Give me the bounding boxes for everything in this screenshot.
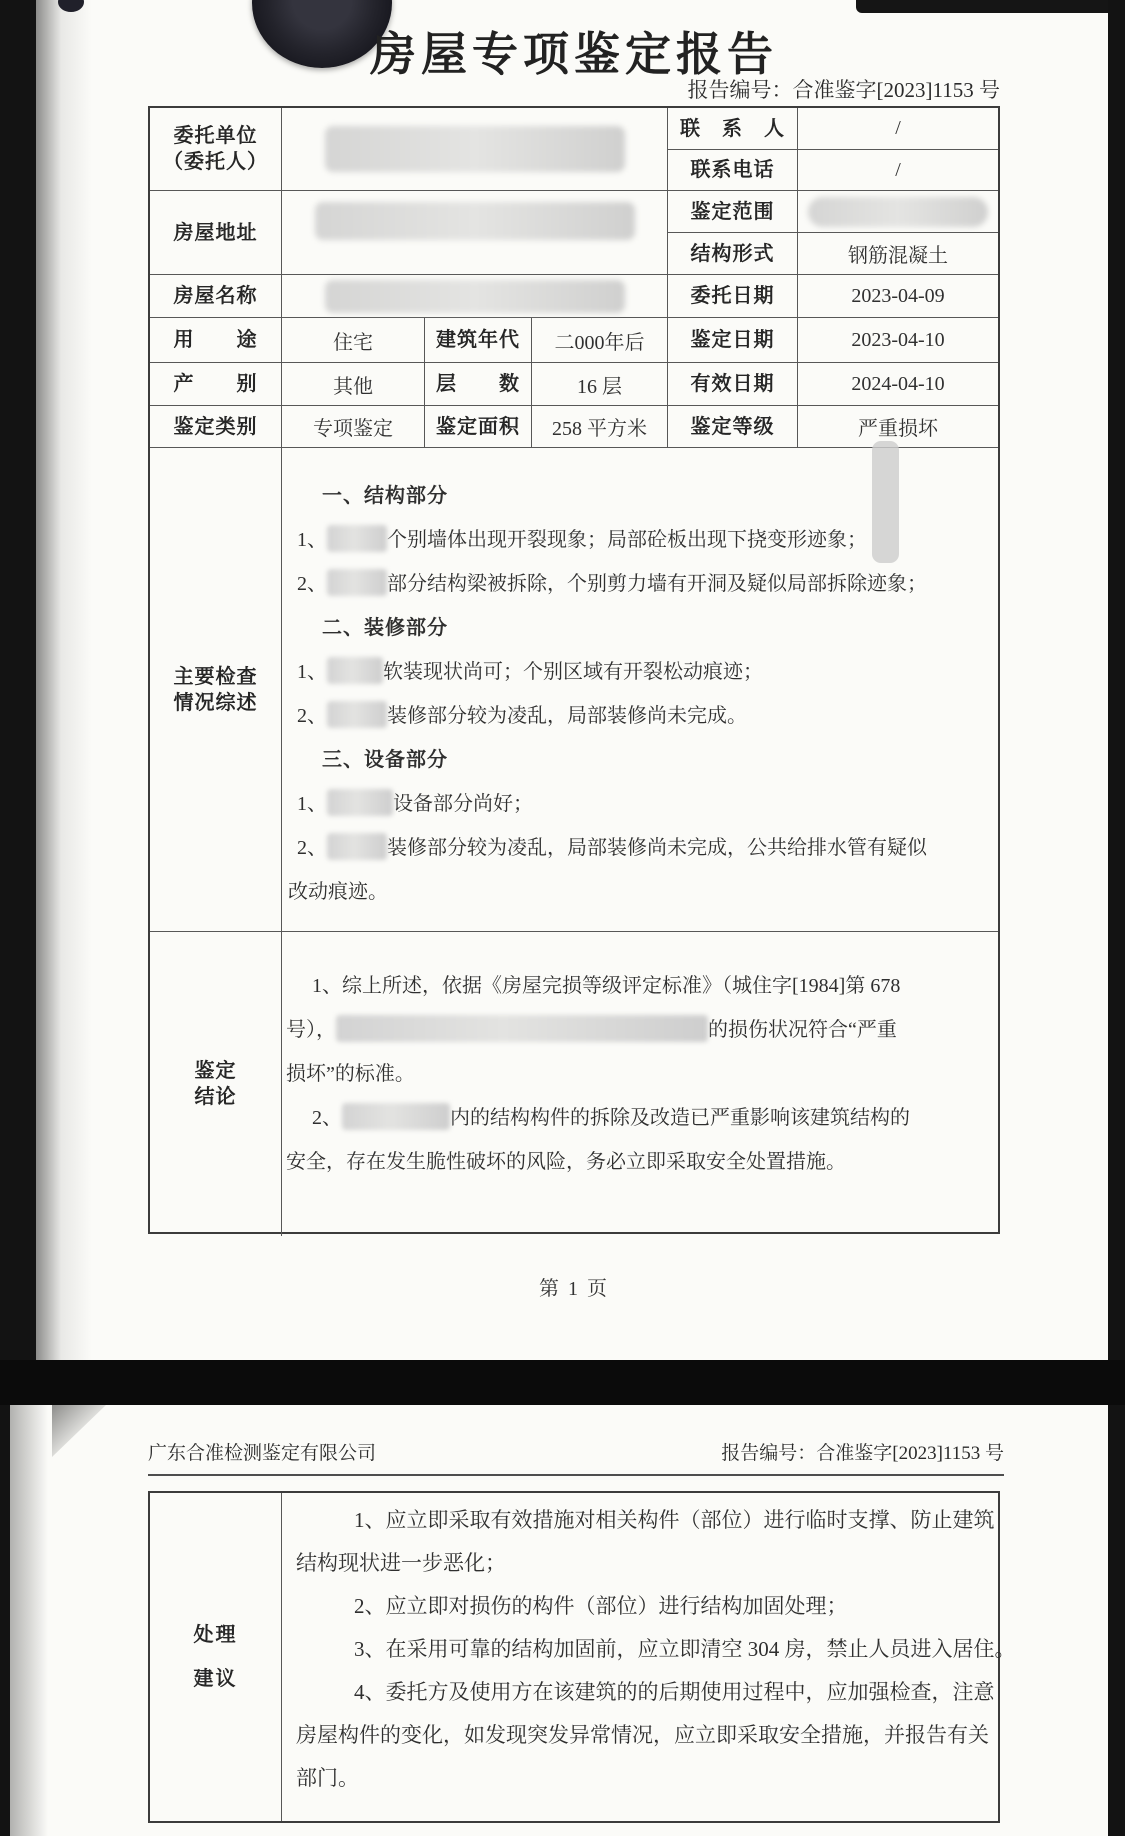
scan-edge-shadow xyxy=(10,1405,48,1836)
page-gap xyxy=(0,1360,1125,1405)
company-name: 广东合准检测鉴定有限公司 xyxy=(148,1443,377,1464)
scan-dark-edge xyxy=(856,0,1108,13)
type-label: 鉴定类别 xyxy=(150,406,282,448)
conclusion-line: 1、综上所述，依据《房屋完损等级评定标准》（城住字[1984]第 678 xyxy=(312,975,901,997)
conclusion-label: 鉴定 结论 xyxy=(150,932,282,1236)
floors-value: 16 层 xyxy=(532,363,668,406)
summary-item: 2、 部分结构梁被拆除，个别剪力墙有开洞及疑似局部拆除迹象； xyxy=(282,562,988,606)
grade-label: 鉴定等级 xyxy=(668,406,798,448)
grade-value: 严重损坏 xyxy=(798,406,998,448)
page-1-sheet xyxy=(36,0,1108,1360)
appraisal-date-label: 鉴定日期 xyxy=(668,318,798,363)
valid-date-value: 2024-04-10 xyxy=(798,363,998,406)
appraisal-date-value: 2023-04-10 xyxy=(798,318,998,363)
page-2-sheet xyxy=(10,1405,1108,1836)
conclusion-content xyxy=(282,932,998,1236)
type-value: 专项鉴定 xyxy=(282,406,425,448)
category-label: 产 别 xyxy=(150,363,282,406)
era-value: 二000年后 xyxy=(532,318,668,363)
client-value-redacted xyxy=(282,108,668,191)
redaction-inline xyxy=(327,789,393,816)
scrollbar-thumb[interactable] xyxy=(872,441,899,563)
redaction-block xyxy=(325,280,625,313)
era-label: 建筑年代 xyxy=(425,318,532,363)
structure-label: 结构形式 xyxy=(668,233,798,275)
conclusion-line: 安全，存在发生脆性破坏的风险，务必立即采取安全处置措施。 xyxy=(286,1151,846,1173)
recommendation-table xyxy=(148,1491,1016,1823)
summary-item: 2、 装修部分较为凌乱，局部装修尚未完成，公共给排水管有疑似 xyxy=(282,826,988,870)
conclusion-line: 2、 内的结构构件的拆除及改造已严重影响该建筑结构的 xyxy=(282,1096,990,1140)
redaction-inline xyxy=(342,1103,450,1130)
report-title: 房屋专项鉴定报告 xyxy=(370,29,778,80)
recommendation-line: 结构现状进一步恶化； xyxy=(296,1551,506,1575)
commission-date-label: 委托日期 xyxy=(668,275,798,318)
redaction-inline xyxy=(327,833,387,860)
section-header: 一、结构部分 xyxy=(322,485,448,507)
scope-value-redacted xyxy=(798,191,998,233)
section-header: 二、装修部分 xyxy=(322,617,448,639)
summary-item: 1、 软装现状尚可；个别区域有开裂松动痕迹； xyxy=(282,650,988,694)
report-number: 报告编号：合准鉴字[2023]1153 号 xyxy=(721,1443,1004,1464)
recommendation-line: 2、应立即对损伤的构件（部位）进行结构加固处理； xyxy=(354,1594,848,1618)
info-table xyxy=(148,106,1000,1234)
valid-date-label: 有效日期 xyxy=(668,363,798,406)
redaction-inline xyxy=(327,525,387,552)
client-label: 委托单位 （委托人） xyxy=(150,108,282,191)
conclusion-line: 号）， 的损伤状况符合“严重 xyxy=(282,1008,990,1052)
redaction-block xyxy=(325,126,625,172)
summary-label: 主要检查 情况综述 xyxy=(150,448,282,932)
recommendation-line: 4、委托方及使用方在该建筑的的后期使用过程中，应加强检查，注意 xyxy=(354,1680,995,1704)
area-label: 鉴定面积 xyxy=(425,406,532,448)
redaction-inline xyxy=(336,1015,708,1042)
redaction-block xyxy=(808,197,988,227)
structure-value: 钢筋混凝土 xyxy=(798,233,998,275)
summary-item: 2、 装修部分较为凌乱，局部装修尚未完成。 xyxy=(282,694,988,738)
page-curl xyxy=(52,1405,106,1457)
usage-value: 住宅 xyxy=(282,318,425,363)
report-number: 报告编号：合准鉴字[2023]1153 号 xyxy=(687,78,1000,102)
phone-label: 联系电话 xyxy=(668,150,798,191)
redaction-block xyxy=(315,202,635,240)
address-value-redacted xyxy=(282,191,668,275)
summary-item: 1、 设备部分尚好； xyxy=(282,782,988,826)
summary-continuation: 改动痕迹。 xyxy=(288,881,388,903)
page-2-header xyxy=(148,1438,1004,1476)
usage-label: 用 途 xyxy=(150,318,282,363)
redaction-inline xyxy=(327,569,387,596)
area-value: 258 平方米 xyxy=(532,406,668,448)
section-header: 三、设备部分 xyxy=(322,749,448,771)
scope-label: 鉴定范围 xyxy=(668,191,798,233)
recommendation-content xyxy=(282,1493,1016,1821)
recommendation-line: 3、在采用可靠的结构加固前，应立即清空 304 房，禁止人员进入居住。 xyxy=(354,1637,1016,1661)
floors-label: 层 数 xyxy=(425,363,532,406)
recommendation-label: 处理 建议 xyxy=(150,1493,282,1821)
address-label: 房屋地址 xyxy=(150,191,282,275)
recommendation-line: 1、应立即采取有效措施对相关构件（部位）进行临时支撑、防止建筑 xyxy=(354,1508,995,1532)
category-value: 其他 xyxy=(282,363,425,406)
conclusion-line: 损坏”的标准。 xyxy=(286,1063,415,1085)
house-name-redacted xyxy=(282,275,668,318)
house-name-label: 房屋名称 xyxy=(150,275,282,318)
page-number: 第 1 页 xyxy=(539,1278,609,1300)
commission-date-value: 2023-04-09 xyxy=(798,275,998,318)
recommendation-line: 房屋构件的变化，如发现突发异常情况，应立即采取安全措施，并报告有关 xyxy=(296,1723,989,1747)
recommendation-line: 部门。 xyxy=(296,1766,359,1790)
contact-value: / xyxy=(798,108,998,150)
phone-value: / xyxy=(798,150,998,191)
redaction-inline xyxy=(327,657,383,684)
redaction-inline xyxy=(327,701,387,728)
summary-item: 1、 个别墙体出现开裂现象；局部砼板出现下挠变形迹象； xyxy=(282,518,988,562)
scan-edge-shadow xyxy=(36,0,92,1360)
contact-label: 联 系 人 xyxy=(668,108,798,150)
